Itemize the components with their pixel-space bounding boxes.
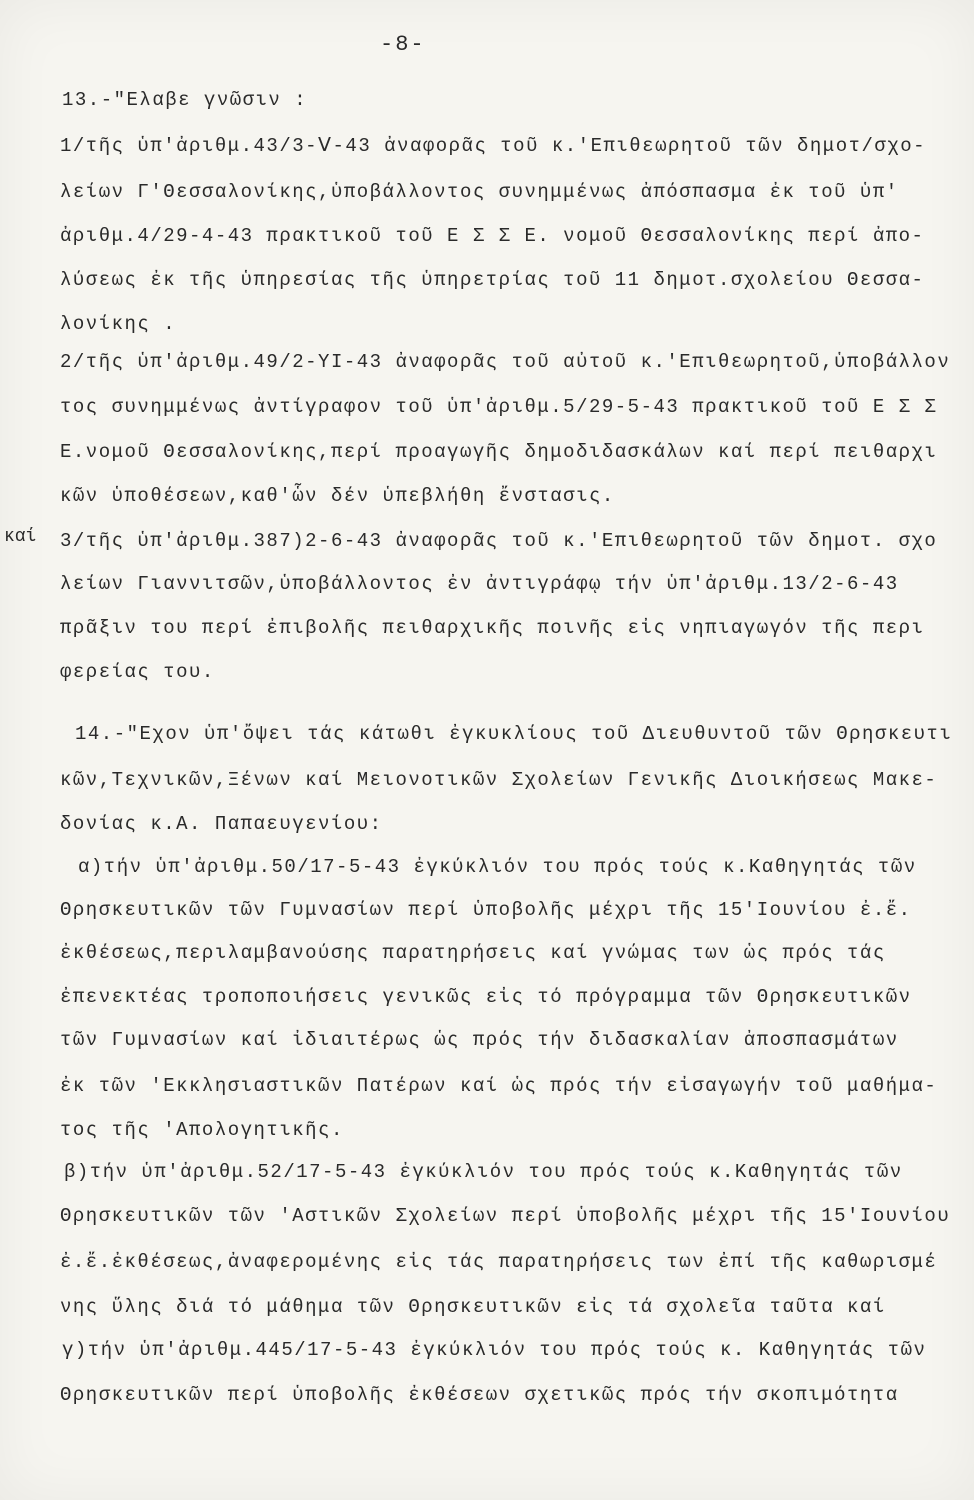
- text-line: φερείας του.: [60, 661, 215, 683]
- text-line: ἀριθμ.4/29-4-43 πρακτικοῦ τοῦ Ε Σ Σ Ε. νομοῦ Θεσσαλονίκης περί ἀπο-: [60, 225, 925, 247]
- text-line: ἐκθέσεως,περιλαμβανούσης παρατηρήσεις καί γνώμας των ὡς πρός τάς: [60, 942, 886, 964]
- text-line: τος συνημμένως ἀντίγραφον τοῦ ὑπ'ἀριθμ.5/29-5-43 πρακτικοῦ τοῦ Ε Σ Σ: [60, 396, 938, 418]
- text-line: Ε.νομοῦ Θεσσαλονίκης,περί προαγωγῆς δημοδιδασκάλων καί περί πειθαρχι: [60, 441, 938, 463]
- margin-note: καί: [4, 527, 37, 547]
- text-line: γ)τήν ὑπ'ἀριθμ.445/17-5-43 ἐγκύκλιόν του πρός τούς κ. Καθηγητάς τῶν: [62, 1339, 927, 1361]
- text-line: ἐπενεκτέας τροποποιήσεις γενικῶς εἰς τό πρόγραμμα τῶν Θρησκευτικῶν: [60, 986, 912, 1008]
- text-line: νης ὕλης διά τό μάθημα τῶν Θρησκευτικῶν εἰς τά σχολεῖα ταῦτα καί: [60, 1296, 886, 1318]
- page-number: -8-: [380, 32, 426, 57]
- text-line: τῶν Γυμνασίων καί ἰδιαιτέρως ὡς πρός τήν διδασκαλίαν ἀποσπασμάτων: [60, 1029, 899, 1051]
- text-line: λείων Γ'Θεσσαλονίκης,ὑποβάλλοντος συνημμένως ἀπόσπασμα ἐκ τοῦ ὑπ': [60, 181, 899, 203]
- text-line: 2/τῆς ὑπ'ἀριθμ.49/2-ΥΙ-43 ἀναφορᾶς τοῦ αὐτοῦ κ.'Επιθεωρητοῦ,ὑποβάλλον: [60, 351, 951, 373]
- text-line: κῶν,Τεχνικῶν,Ξένων καί Μειονοτικῶν Σχολείων Γενικῆς Διοικήσεως Μακε-: [60, 769, 938, 791]
- text-line: πρᾶξιν του περί ἐπιβολῆς πειθαρχικῆς ποινῆς εἰς νηπιαγωγόν τῆς περι: [60, 617, 925, 639]
- text-line: Θρησκευτικῶν περί ὑποβολῆς ἐκθέσεων σχετικῶς πρός τήν σκοπιμότητα: [60, 1384, 899, 1406]
- text-line: λείων Γιαννιτσῶν,ὑποβάλλοντος ἐν ἀντιγράφῳ τήν ὑπ'ἀριθμ.13/2-6-43: [60, 573, 899, 595]
- text-line: β)τήν ὑπ'ἀριθμ.52/17-5-43 ἐγκύκλιόν του πρός τούς κ.Καθηγητάς τῶν: [64, 1161, 903, 1183]
- text-line: λονίκης .: [60, 313, 177, 335]
- text-line: α)τήν ὑπ'ἀριθμ.50/17-5-43 ἐγκύκλιόν του πρός τούς κ.Καθηγητάς τῶν: [78, 856, 917, 878]
- text-line: ἐκ τῶν 'Εκκλησιαστικῶν Πατέρων καί ὡς πρός τήν εἰσαγωγήν τοῦ μαθήμα-: [60, 1075, 938, 1097]
- text-line: 1/τῆς ὑπ'ἀριθμ.43/3-Ⅴ-43 ἀναφορᾶς τοῦ κ.'Επιθεωρητοῦ τῶν δημοτ/σχο-: [60, 135, 927, 157]
- text-line: 13.-"Ελαβε γνῶσιν :: [62, 89, 308, 111]
- text-line: τος τῆς 'Απολογητικῆς.: [60, 1119, 344, 1141]
- text-line: 14.-"Εχον ὑπ'ὄψει τάς κάτωθι ἐγκυκλίους τοῦ Διευθυντοῦ τῶν Θρησκευτι: [75, 723, 953, 745]
- text-line: Θρησκευτικῶν τῶν Γυμνασίων περί ὑποβολῆς μέχρι τῆς 15'Ιουνίου ἐ.ἔ.: [60, 899, 912, 921]
- text-line: Θρησκευτικῶν τῶν 'Αστικῶν Σχολείων περί ὑποβολῆς μέχρι τῆς 15'Ιουνίου: [60, 1205, 951, 1227]
- text-line: κῶν ὑποθέσεων,καθ'ὧν δέν ὑπεβλήθη ἔνστασις.: [60, 485, 615, 507]
- text-line: λύσεως ἐκ τῆς ὑπηρεσίας τῆς ὑπηρετρίας τοῦ 11 δημοτ.σχολείου Θεσσα-: [60, 269, 925, 291]
- text-line: ἐ.ἔ.ἐκθέσεως,ἀναφερομένης εἰς τάς παρατηρήσεις των ἐπί τῆς καθωρισμέ: [60, 1251, 938, 1273]
- text-line: δονίας κ.Α. Παπαευγενίου:: [60, 813, 383, 835]
- text-line: 3/τῆς ὑπ'ἀριθμ.387)2-6-43 ἀναφορᾶς τοῦ κ.'Επιθεωρητοῦ τῶν δημοτ. σχο: [60, 530, 938, 552]
